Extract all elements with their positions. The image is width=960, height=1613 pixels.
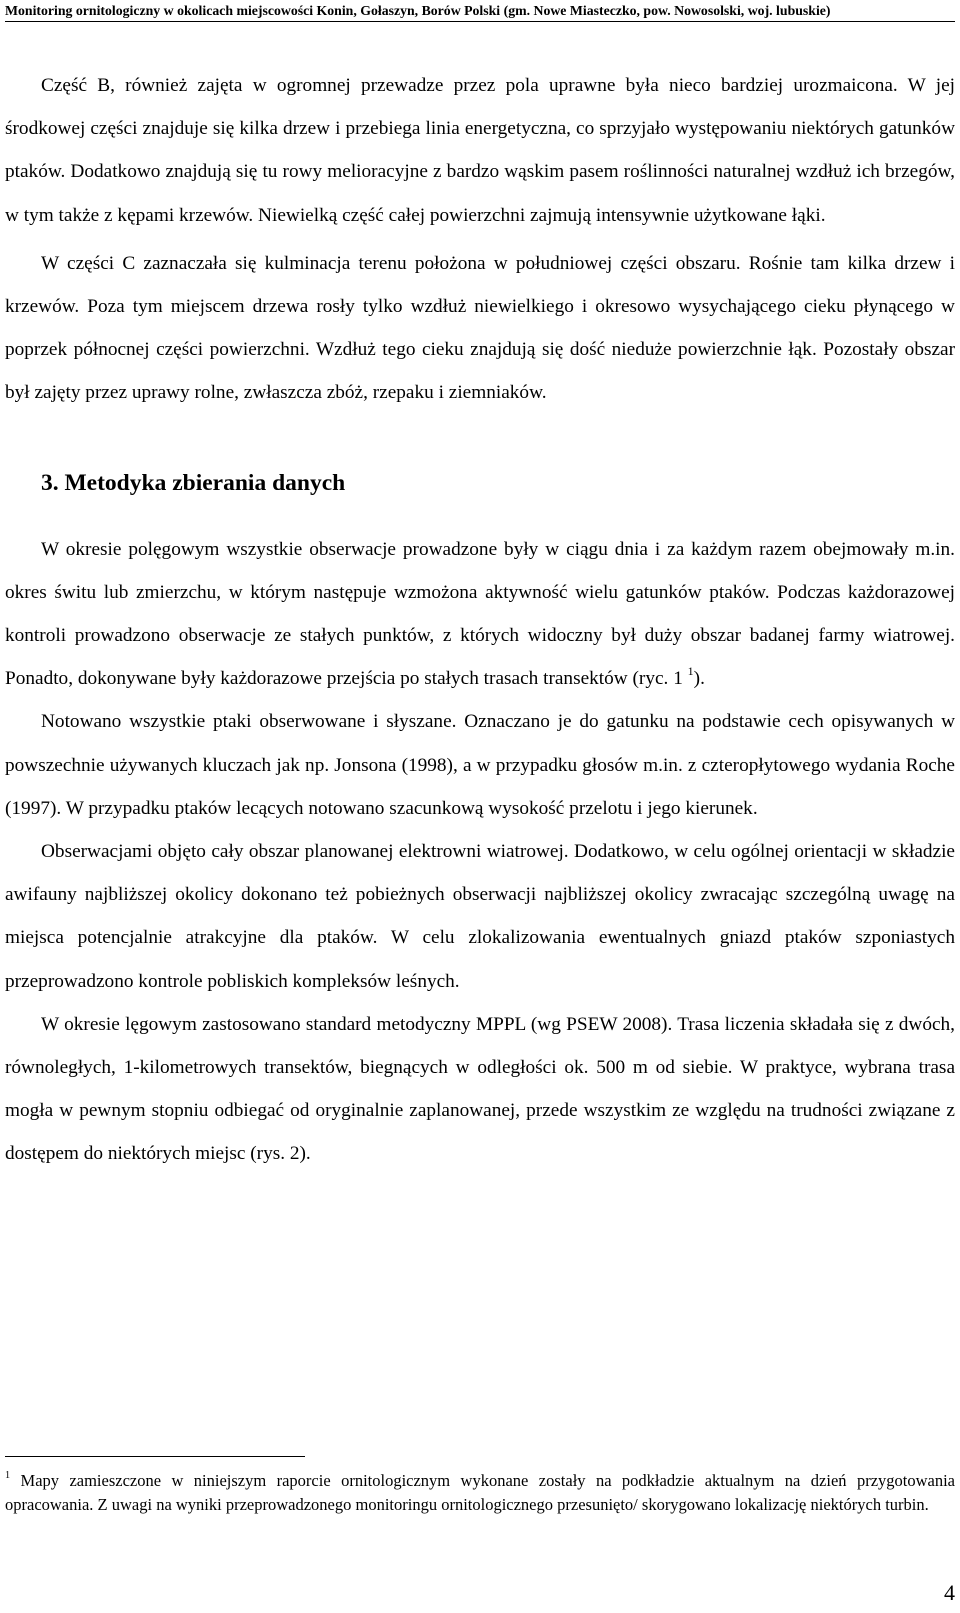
paragraph-methods-identification: Notowano wszystkie ptaki obserwowane i słyszane. Oznaczano je do gatunku na podstawie cech opisywanych w powszechnie używanych kluczach jak np. Jonsona (1998), a w przypadku głosów m.in. z czteropłytowego wydania Roche (1997). W przypadku ptaków lecących notowano szacunkową wysokość przelotu i jego kierunek. (5, 711, 955, 819)
paragraph-methods-tail: ). (693, 668, 705, 690)
page-body (5, 64, 955, 1176)
paragraph-methods-mppl: W okresie lęgowym zastosowano standard metodyczny MPPL (wg PSEW 2008). Trasa liczenia składała się z dwóch, równoległych, 1-kilometrowych transektów, biegnących w odległości ok. 500 m od siebie. W praktyce, wybrana trasa mogła w pewnym stopniu odbiegać od oryginalnie zaplanowanej, przede wszystkim ze względu na trudności związane z dostępem do niektórych miejsc (rys. 2). (5, 1013, 955, 1165)
footnote-divider (5, 1456, 305, 1457)
section-heading: 3. Metodyka zbierania danych (41, 469, 346, 496)
page-number: 4 (944, 1580, 955, 1605)
footnote-text: Mapy zamieszczone w niniejszym raporcie ornitologicznym wykonane zostały na podkładzie aktualnym na dzień przygotowania opracowania. Z uwagi na wyniki przeprowadzonego monitoringu ornitologicznego przesunięto/ skorygowano lokalizację niektórych turbin. (5, 1471, 955, 1514)
paragraph-part-b: Część B, również zajęta w ogromnej przewadze przez pola uprawne była nieco bardziej urozmaicona. W jej środkowej części znajduje się kilka drzew i przebiega linia energetyczna, co sprzyjało występowaniu niektórych gatunków ptaków. Dodatkowo znajdują się tu rowy melioracyjne z bardzo wąskim pasem roślinności naturalnej wzdłuż ich brzegów, w tym także z kępami krzewów. Niewielką część całej powierzchni zajmują intensywnie użytkowane łąki. (5, 75, 955, 226)
footnote (5, 1469, 955, 1516)
paragraph-methods-text: W okresie polęgowym wszystkie obserwacje prowadzone były w ciągu dnia i za każdym razem obejmowały m.in. okres świtu lub zmierzchu, w którym następuje wzmożona aktywność wielu gatunków ptaków. Podczas każdorazowej kontroli prowadzono obserwacje ze stałych punktów, z których widoczny był duży obszar badanej farmy wiatrowej. Ponadto, dokonywane były każdorazowe przejścia po stałych trasach transektów (ryc. 1 (5, 538, 955, 690)
footnote-marker: 1 (5, 1469, 11, 1481)
paragraph-methods-observation (5, 528, 955, 701)
paragraph-methods-area: Obserwacjami objęto cały obszar planowanej elektrowni wiatrowej. Dodatkowo, w celu ogólnej orientacji w składzie awifauny najbliższej okolicy dokonano też pobieżnych obserwacji najbliższej okolicy zwracając szczególną uwagę na miejsca potencjalnie atrakcyjne dla ptaków. W celu zlokalizowania ewentualnych gniazd ptaków szponiastych przeprowadzono kontrole pobliskich kompleksów leśnych. (5, 841, 955, 992)
running-header: Monitoring ornitologiczny w okolicach miejscowości Konin, Gołaszyn, Borów Polski (gm. Nowe Miasteczko, pow. Nowosolski, woj. lubuskie) (5, 3, 955, 22)
footnote-reference[interactable]: 1 (687, 664, 694, 679)
paragraph-part-c: W części C zaznaczała się kulminacja terenu położona w południowej części obszaru. Rośnie tam kilka drzew i krzewów. Poza tym miejscem drzewa rosły tylko wzdłuż niewielkiego i okresowo wysychającego cieku płynącego w poprzek północnej części powierzchni. Wzdłuż tego cieku znajdują się dość nieduże powierzchnie łąk. Pozostały obszar był zajęty przez uprawy rolne, zwłaszcza zbóż, rzepaku i ziemniaków. (5, 252, 955, 404)
